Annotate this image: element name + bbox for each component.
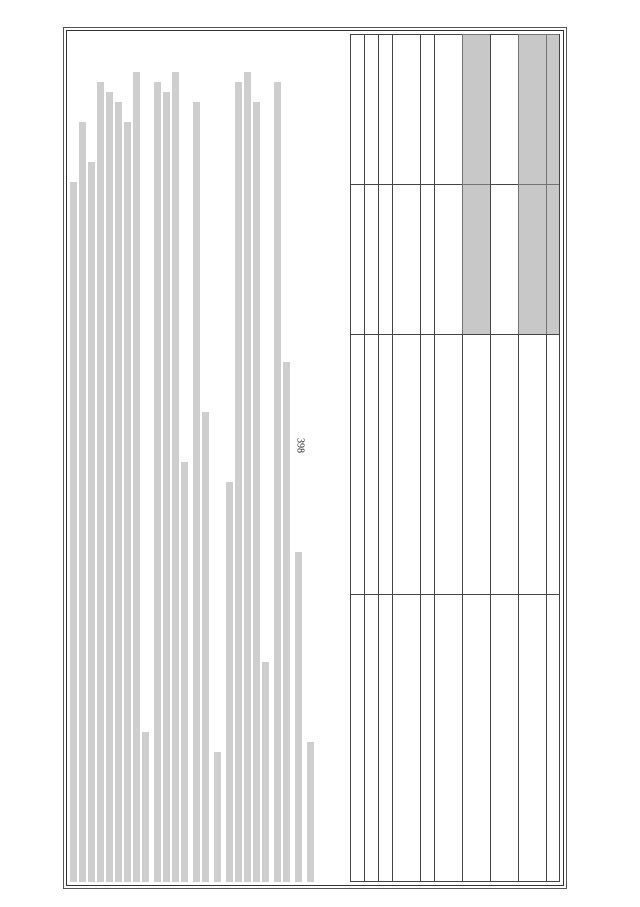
- text-line-placeholder: [235, 82, 242, 882]
- text-line-placeholder: [79, 122, 86, 882]
- rotated-text-block: [70, 34, 360, 882]
- table-column-rule: [420, 34, 421, 882]
- page-number: 398: [294, 438, 306, 453]
- text-line-placeholder: [283, 362, 290, 882]
- text-line-placeholder: [70, 182, 77, 882]
- text-line-placeholder: [97, 82, 104, 882]
- text-line-placeholder: [115, 102, 122, 882]
- table-row-rule: [350, 881, 560, 882]
- text-line-placeholder: [172, 72, 179, 882]
- text-line-placeholder: [307, 742, 314, 882]
- text-line-placeholder: [142, 732, 149, 882]
- text-line-placeholder: [214, 752, 221, 882]
- table-column-rule: [392, 34, 393, 882]
- text-line-placeholder: [181, 462, 188, 882]
- table-column-rule: [559, 34, 560, 882]
- table-column-rule: [378, 34, 379, 882]
- table-shaded-region: [462, 34, 490, 334]
- text-line-placeholder: [193, 102, 200, 882]
- table-column-rule: [434, 34, 435, 882]
- rotated-table: [350, 34, 560, 882]
- text-line-placeholder: [244, 72, 251, 882]
- text-line-placeholder: [226, 482, 233, 882]
- text-line-placeholder: [88, 162, 95, 882]
- text-line-placeholder: [295, 552, 302, 882]
- text-line-placeholder: [262, 662, 269, 882]
- table-column-rule: [364, 34, 365, 882]
- text-line-placeholder: [154, 82, 161, 882]
- table-column-rule: [350, 34, 351, 882]
- text-line-placeholder: [106, 92, 113, 882]
- table-column-rule: [490, 34, 491, 882]
- table-row-rule: [350, 594, 560, 595]
- table-row-rule: [350, 334, 560, 335]
- table-shaded-region: [518, 34, 559, 334]
- text-line-placeholder: [253, 102, 260, 882]
- text-line-placeholder: [133, 72, 140, 882]
- text-line-placeholder: [274, 82, 281, 882]
- text-line-placeholder: [124, 122, 131, 882]
- text-line-placeholder: [202, 412, 209, 882]
- text-line-placeholder: [163, 92, 170, 882]
